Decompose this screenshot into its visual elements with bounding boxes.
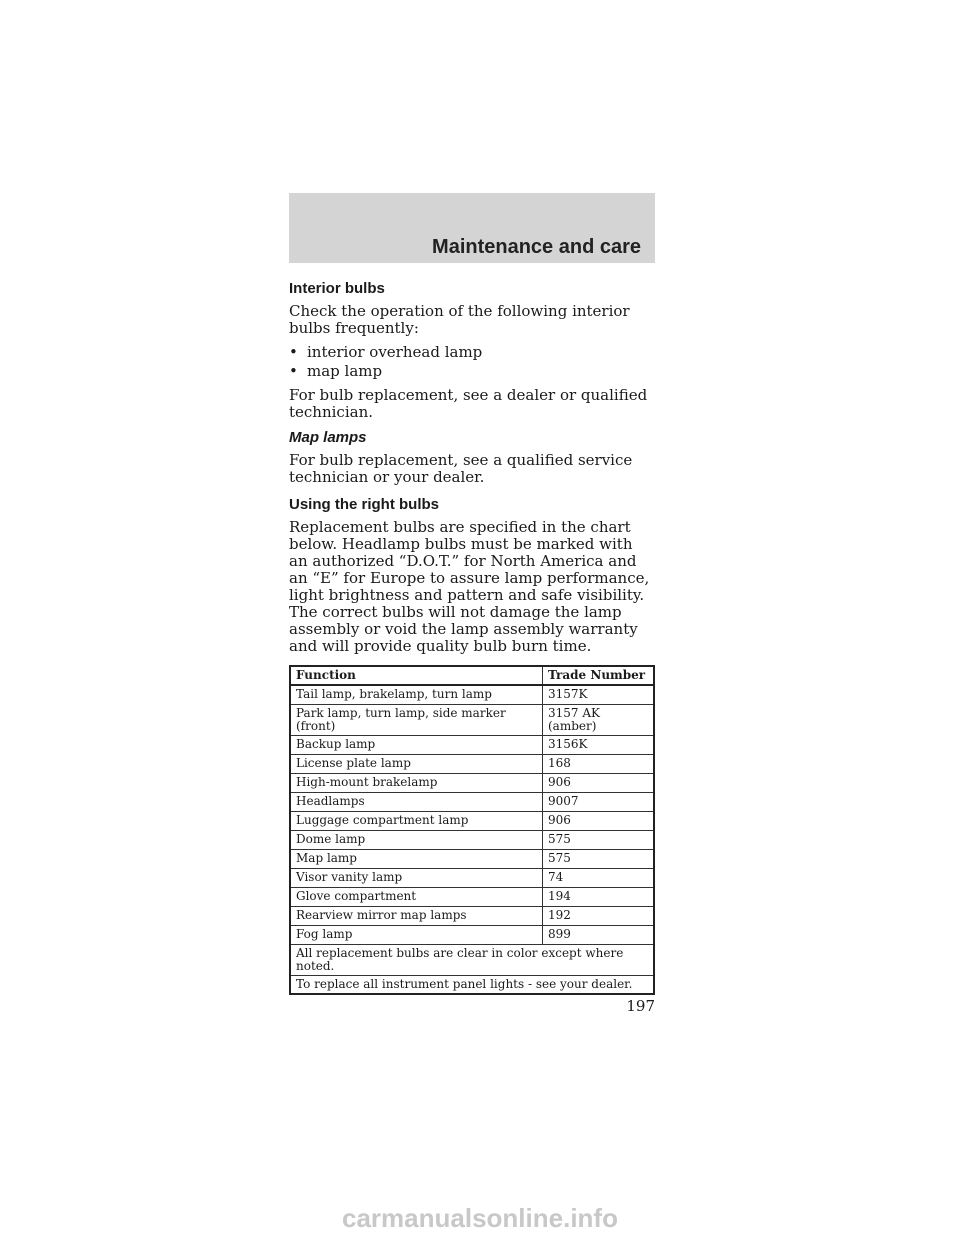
table-row: [290, 792, 654, 811]
page-number: 197: [626, 997, 655, 1015]
heading-interior-bulbs: Interior bulbs: [289, 280, 385, 297]
cell-function: Visor vanity lamp: [290, 868, 543, 887]
cell-function: Dome lamp: [290, 830, 543, 849]
cell-trade-number: 906: [543, 811, 655, 830]
cell-trade-number: 168: [543, 754, 655, 773]
cell-function: Luggage compartment lamp: [290, 811, 543, 830]
section-header-band: [289, 193, 655, 263]
cell-function: Map lamp: [290, 849, 543, 868]
section-title: Maintenance and care: [432, 236, 641, 258]
table-row: [290, 685, 654, 704]
heading-map-lamps: Map lamps: [289, 429, 367, 446]
table-header-row: [290, 666, 654, 685]
cell-trade-number: 906: [543, 773, 655, 792]
table-row: [290, 887, 654, 906]
column-header-function: Function: [290, 666, 543, 685]
map-lamps-text: For bulb replacement, see a qualified service technician or your dealer.: [289, 451, 633, 486]
column-header-trade-number: Trade Number: [543, 666, 655, 685]
table-note: All replacement bulbs are clear in color except where noted.: [290, 944, 654, 975]
cell-function: Park lamp, turn lamp, side marker (front): [290, 704, 543, 735]
cell-function: Glove compartment: [290, 887, 543, 906]
interior-note: For bulb replacement, see a dealer or qualified technician.: [289, 386, 648, 421]
cell-function: Headlamps: [290, 792, 543, 811]
list-item: • interior overhead lamp: [289, 343, 483, 361]
list-item: • map lamp: [289, 362, 383, 380]
table-note-row: [290, 975, 654, 994]
table-row: [290, 925, 654, 944]
table-row: [290, 704, 654, 735]
cell-trade-number: 575: [543, 830, 655, 849]
cell-trade-number: 192: [543, 906, 655, 925]
table-row: [290, 849, 654, 868]
table-row: [290, 811, 654, 830]
table-row: [290, 735, 654, 754]
interior-bulb-list: [289, 343, 655, 381]
cell-function: Fog lamp: [290, 925, 543, 944]
page-content: [289, 274, 655, 995]
cell-function: Tail lamp, brakelamp, turn lamp: [290, 685, 543, 704]
cell-function: License plate lamp: [290, 754, 543, 773]
table-note: To replace all instrument panel lights - see your dealer.: [290, 975, 654, 994]
heading-using-right-bulbs: Using the right bulbs: [289, 496, 439, 513]
cell-trade-number: 3156K: [543, 735, 655, 754]
table-row: [290, 868, 654, 887]
cell-trade-number: 194: [543, 887, 655, 906]
cell-function: Backup lamp: [290, 735, 543, 754]
table-note-row: [290, 944, 654, 975]
table-row: [290, 906, 654, 925]
bullet-icon: •: [289, 343, 298, 361]
cell-trade-number: 899: [543, 925, 655, 944]
cell-function: High-mount brakelamp: [290, 773, 543, 792]
interior-intro: Check the operation of the following interior bulbs frequently:: [289, 302, 630, 337]
cell-trade-number: 74: [543, 868, 655, 887]
right-bulbs-text: Replacement bulbs are specified in the chart below. Headlamp bulbs must be marked with an authorized “D.O.T.” for North America and an “E” for Europe to assure lamp performance, light brightness and pattern and safe visibility. The correct bulbs will not damage the lamp assembly or void the lamp assembly warranty and will provide quality bulb burn time.: [289, 518, 650, 655]
cell-trade-number: 3157 AK (amber): [543, 704, 655, 735]
table-row: [290, 754, 654, 773]
table-row: [290, 773, 654, 792]
cell-trade-number: 9007: [543, 792, 655, 811]
cell-trade-number: 3157K: [543, 685, 655, 704]
bullet-icon: •: [289, 362, 298, 380]
table-row: [290, 830, 654, 849]
bulb-table: [289, 665, 655, 995]
cell-trade-number: 575: [543, 849, 655, 868]
watermark: carmanualsonline.info: [342, 1203, 618, 1233]
cell-function: Rearview mirror map lamps: [290, 906, 543, 925]
